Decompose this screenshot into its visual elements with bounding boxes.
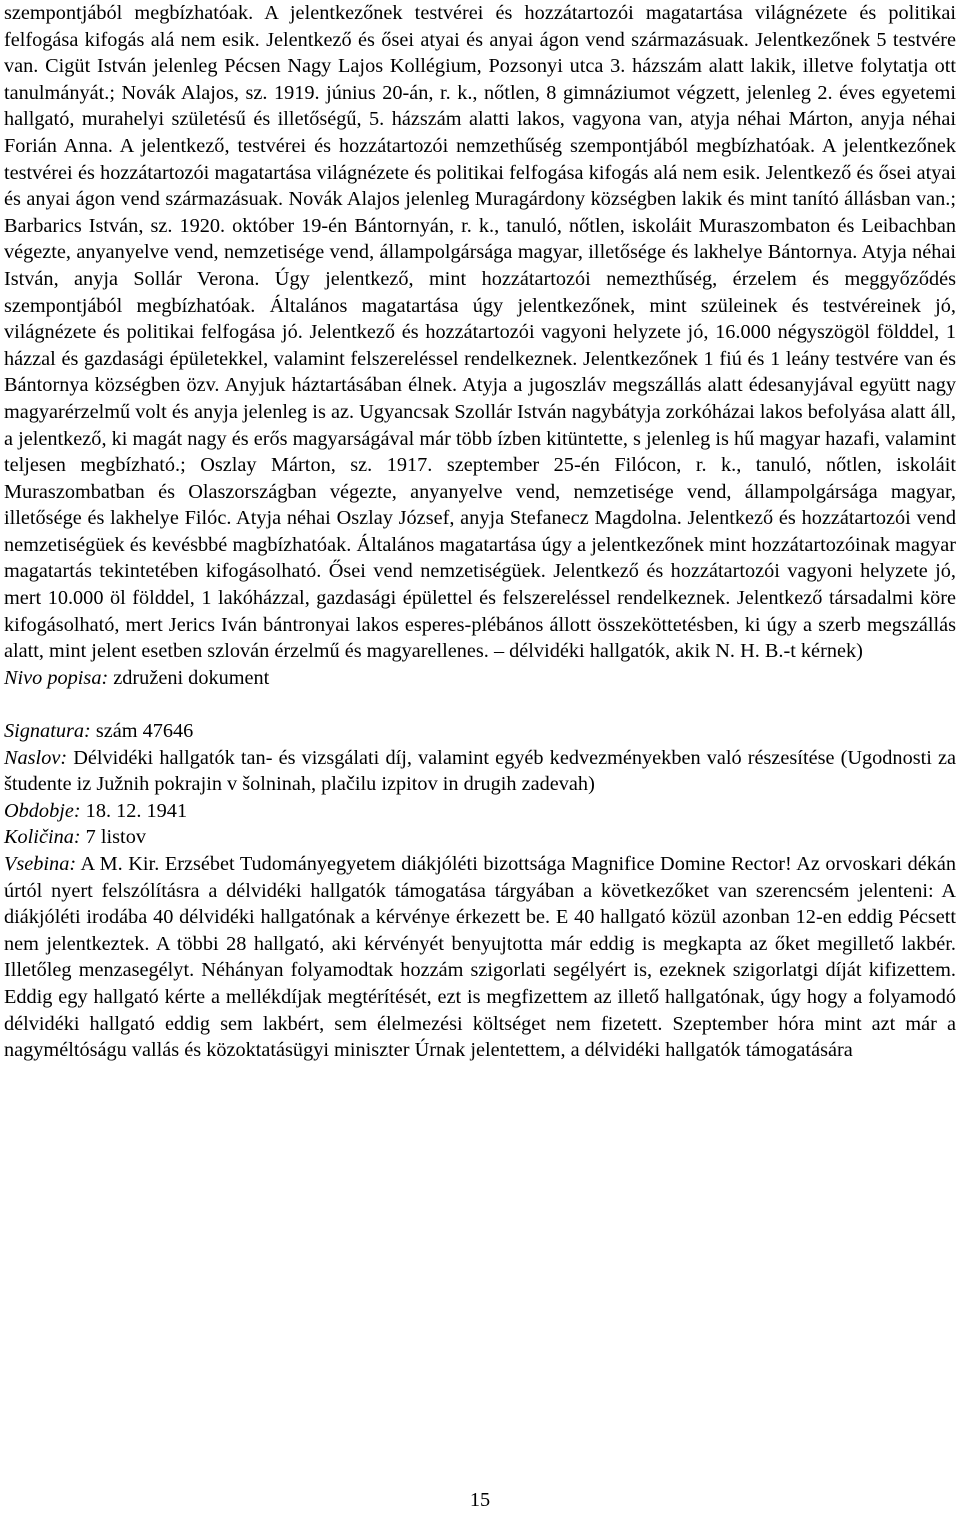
title-field: [4, 745, 956, 798]
period-label: Obdobje:: [4, 799, 81, 822]
content-field: [4, 851, 956, 1064]
content-label: Vsebina:: [4, 853, 77, 875]
continuation-paragraph: szempontjából megbízhatóak. A jelentkezőnek testvérei és hozzátartozói magatartása világnézete és politikai felfogása kifogás alá nem esik. Jelentkező és ősei atyai és anyai ágon vend származásuak. Jelentkezőnek 5 testvére van. Cigüt István jelenleg Pécsen Nagy Lajos Kollégium, Pozsonyi utca 3. házszám alatt lakik, illetve folytatja ott tanulmányát.; Novák Alajos, sz. 1919. június 20-án, r. k., nőtlen, 8 gimnáziumot végzett, jelenleg 2. éves egyetemi hallgató, murahelyi születésű és illetőségű, 5. házszám alatti lakos, vagyona van, atyja néhai Márton, anyja néhai Forián Anna. A jelentkező, testvérei és hozzátartozói nemzethűség szempontjából megbízhatóak. A jelentkezőnek testvérei és hozzátartozói magatartása világnézete és politikai felfogása kifogás alá nem esik. Jelentkező és ősei atyai és anyai ágon vend származásuak. Novák Alajos jelenleg Muragárdony községben lakik és mint tanító állásban van.; Barbarics István, sz. 1920. október 19-én Bántornyán, r. k., tanuló, nőtlen, iskoláit Muraszombaton és Leibachban végezte, anyanyelve vend, nemzetisége vend, állampolgársága magyar, illetősége és lakhelye Bántornya. Atyja néhai István, anyja Sollár Verona. Úgy jelentkező, mint hozzátartozói nemezthűség, érzelem és meggyőződés szempontjából megbízhatóak. Általános magatartása úgy jelentkezőnek, mint szüleinek és testvéreinek jó, világnézete és politikai felfogása jó. Jelentkező és hozzátartozói vagyoni helyzete jó, 16.000 négyszögöl földdel, 1 házzal és gazdasági épületekkel, valamint felszereléssel rendelkeznek. Jelentkezőnek 1 fiú és 1 leány testvére van és Bántornya községben özv. Anyjuk háztartásában élnek. Atyja a jugoszláv megszállás alatt édesanyjával együtt nagy magyarérzelmű volt és anyja jelenleg is az. Ugyancsak Szollár István nagybátyja zorkóházai lakos befolyása alatt áll, a jelentkező, ki magát nagy és erős magyarságával már több ízben kitüntette, s jelenleg is hű magyar hazafi, valamint teljesen megbízható.; Oszlay Márton, sz. 1917. szeptember 25-én Filócon, r. k., tanuló, nőtlen, iskoláit Muraszombatban és Olaszországban végezte, anyanyelve vend, nemzetisége vend, állampolgársága magyar, illetősége és lakhelye Filóc. Atyja néhai Oszlay József, anyja Stefanecz Magdolna. Jelentkező és hozzátartozói vend nemzetiségüek és kevésbbé magbízhatóak. Általános magatartása úgy a jelentkezőnek mint hozzátartozóinak magyar magatartás tekintetében kifogásolható. Ősei vend nemzetiségüek. Jelentkező és hozzátartozói vagyoni helyzete jó, mert 10.000 öl földdel, 1 lakóházzal, gazdasági épülettel és felszereléssel rendelkeznek. Jelentkező társadalmi köre kifogásolható, mert Jerics Iván bántronyai lakos esperes-plébános állott összeköttetésben, ki úgy a szerb megszállás alatt, mint jelent esetben szlován érzelmű és magyarellenes. – délvidéki hallgatók, akik N. H. B.-t kérnek): [4, 2, 956, 663]
content-value: A M. Kir. Erzsébet Tudományegyetem diákjóléti bizottsága Magnifice Domine Rector! Az orvoskari dékán úrtól nyert felszólításra a délvidéki hallgatók támogatása tárgyában a következőket van szerencsém jelenteni: A diákjóléti irodába 40 délvidéki hallgatónak a kérvénye érkezett be. E 40 hallgató közül azonban 12-en eddig Pécsett nem jelentkeztek. A többi 28 hallgató, aki kérvényét benyujtotta már eddig is megkapta az őket megillető lakbér. Illetőleg menzasegélyt. Néhányan folyamodtak hozzám szigorlati segélyért is, ezeknek szigorlatgi díját kifizettem. Eddig egy hallgató kérte a mellékdíjak megtérítését, ezt is megfizettem az illető hallgatónak, úgy hogy a folyamodó délvidéki hallgató eddig sem lakbért, sem élelmezési költséget nem fizetett. Szeptember hóra mint azt már a nagyméltóságu vallás és közoktatásügyi miniszter Úrnak jelentettem, a délvidéki hallgatók támogatására: [4, 853, 956, 1062]
page-content: [4, 0, 956, 1064]
level-value: združeni dokument: [108, 666, 270, 689]
signature-value: szám 47646: [90, 720, 194, 743]
signature-label: Signatura:: [4, 720, 91, 743]
period-value: 18. 12. 1941: [80, 799, 188, 822]
quantity-field: [4, 824, 956, 851]
quantity-value: 7 listov: [80, 826, 146, 849]
quantity-label: Količina:: [4, 826, 81, 849]
title-value: Délvidéki hallgatók tan- és vizsgálati díj, valamint egyéb kedvezményekben való részesítése (Ugodnosti za študente iz Južnih pokrajin v šolninah, plačilu izpitov in drugih zadevah): [4, 746, 956, 796]
signature-field: [4, 718, 956, 745]
level-label: Nivo popisa:: [4, 666, 109, 689]
period-field: [4, 798, 956, 825]
page-number: 15: [469, 1489, 491, 1511]
title-label: Naslov:: [4, 746, 68, 769]
record-separator: [4, 691, 956, 718]
level-field: [4, 665, 956, 692]
